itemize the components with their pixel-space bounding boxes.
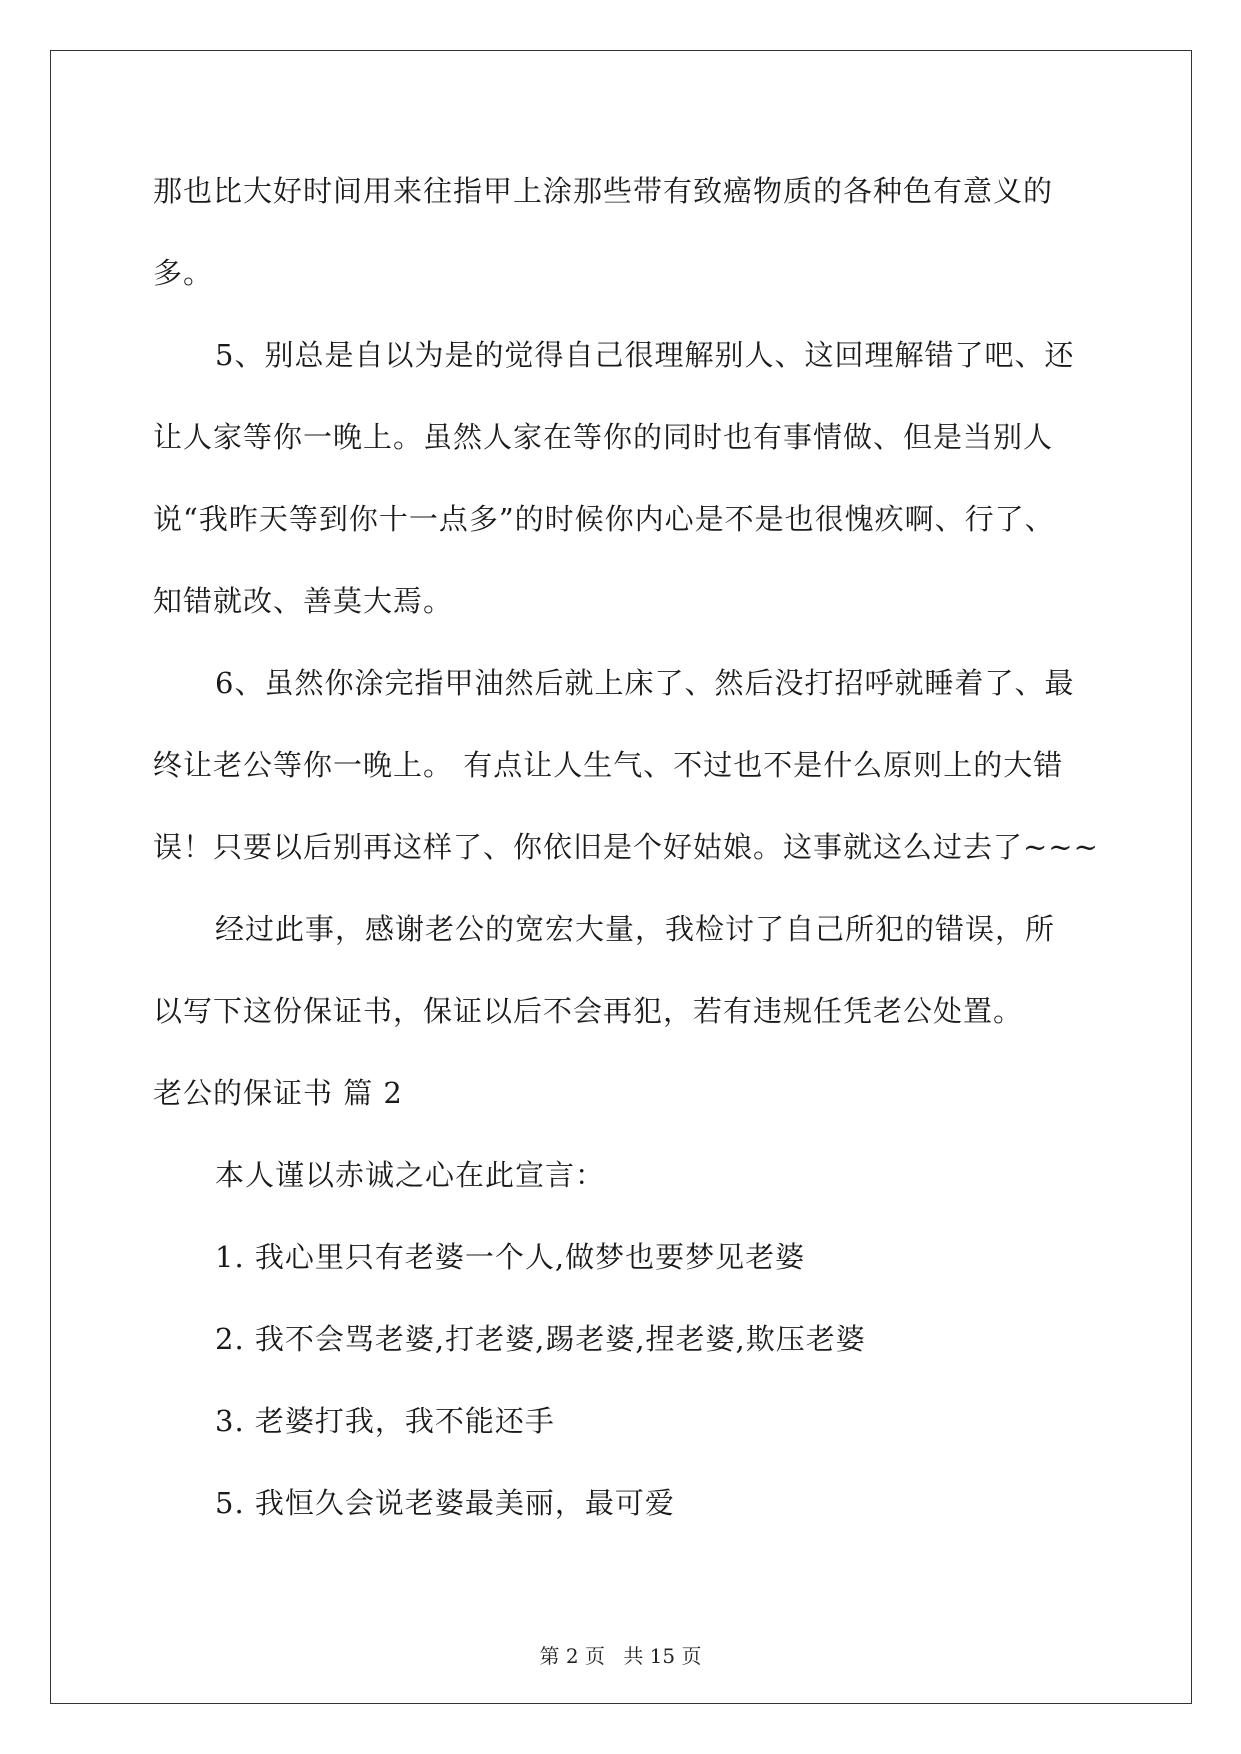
text-line: 本人谨以赤诚之心在此宣言： [215,1158,606,1192]
list-item: 1. 我心里只有老婆一个人,做梦也要梦见老婆 [215,1240,806,1274]
text-line: 那也比大好时间用来往指甲上涂那些带有致癌物质的各种色有意义的 [153,174,1054,208]
text-line: 说“我昨天等到你十一点多”的时候你内心是不是也很愧疚啊、行了、 [153,502,1055,536]
page-footer [0,1640,1241,1669]
list-item: 3. 老婆打我，我不能还手 [215,1404,555,1438]
text-line: 经过此事，感谢老公的宽宏大量，我检讨了自己所犯的错误，所 [215,912,1056,946]
list-item: 2. 我不会骂老婆,打老婆,踢老婆,捏老婆,欺压老婆 [215,1322,866,1356]
text-line: 误！只要以后别再这样了、你依旧是个好姑娘。这事就这么过去了~~~ [153,830,1099,864]
document-body [153,150,1099,1544]
section-heading: 老公的保证书 篇 2 [153,1076,403,1110]
text-line: 以写下这份保证书，保证以后不会再犯，若有违规任凭老公处置。 [153,994,1024,1028]
text-line: 知错就改、善莫大焉。 [153,584,454,618]
text-line: 多。 [153,256,214,290]
list-item: 5. 我恒久会说老婆最美丽，最可爱 [215,1486,675,1520]
text-line: 6、虽然你涂完指甲油然后就上床了、然后没打招呼就睡着了、最 [215,666,1075,700]
page-total: 共 15 页 [623,1644,702,1668]
text-line: 终让老公等你一晚上。 有点让人生气、不过也不是什么原则上的大错 [153,748,1064,782]
text-line: 5、别总是自以为是的觉得自己很理解别人、这回理解错了吧、还 [215,338,1075,372]
page-number: 第 2 页 [539,1644,605,1668]
text-line: 让人家等你一晚上。虽然人家在等你的同时也有事情做、但是当别人 [153,420,1054,454]
